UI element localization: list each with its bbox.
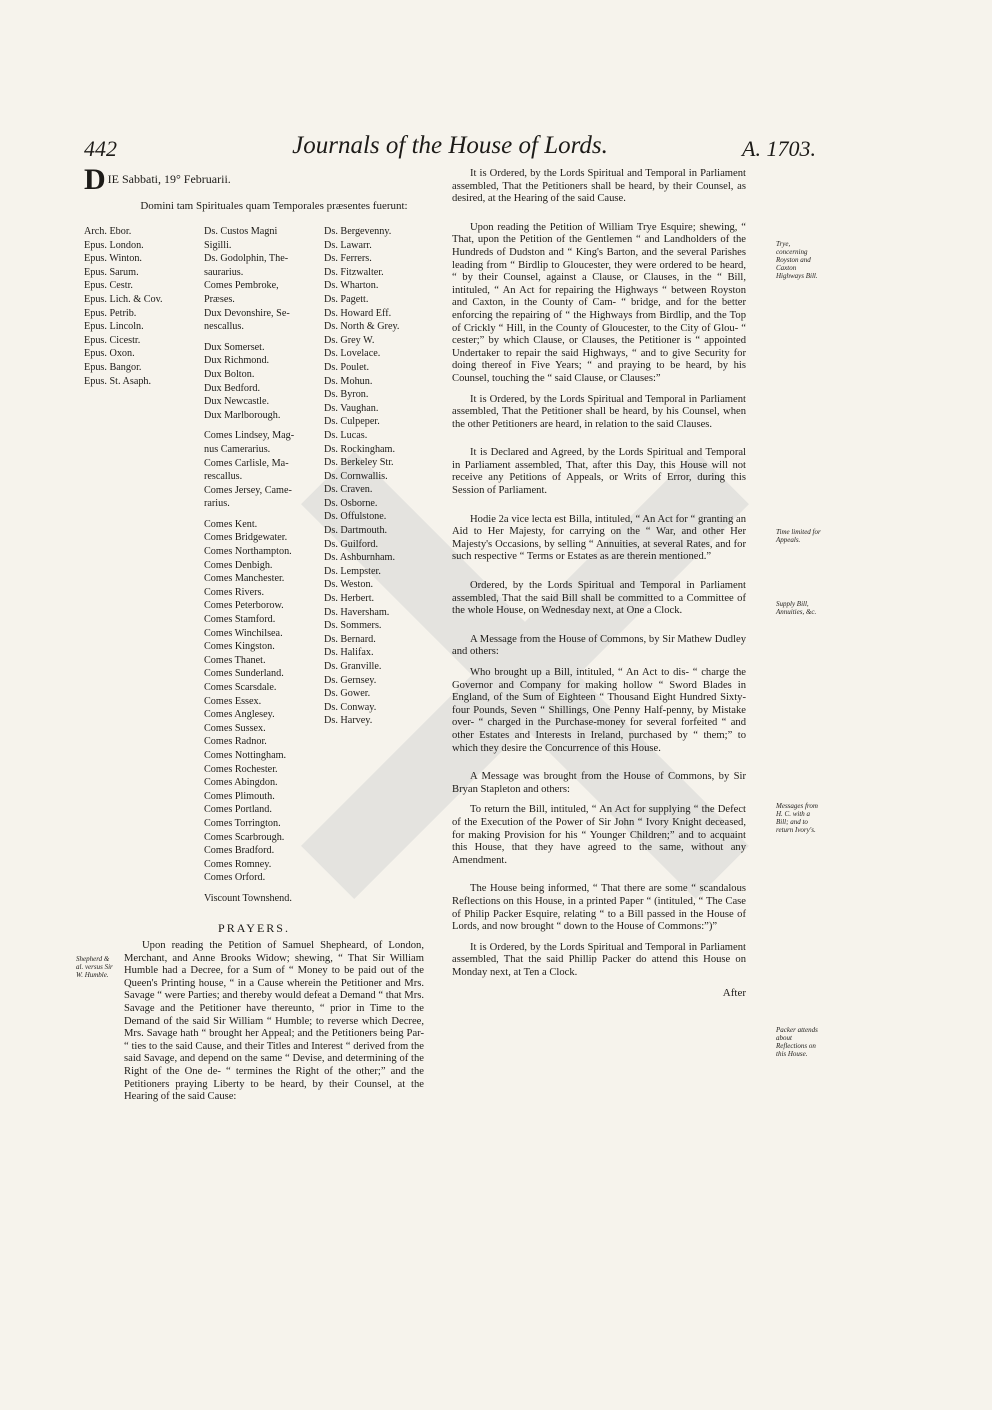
margin-note-shepherd: Shepherd & al. versus Sir W. Humble. (76, 955, 113, 979)
attendee-name: Ds. Poulet. (324, 361, 369, 373)
order-packer-attend: It is Ordered, by the Lords Spiritual and Temporal in Parliament assembled, That the said Phillip Packer do attend this House on Monday next, at Ten a Clock. (452, 941, 746, 978)
margin-note-trye: Trye, concerning Royston and Caxton Highways Bill. (776, 240, 818, 280)
attendee-name: Ds. Wharton. (324, 280, 379, 292)
attendee-name: Ds. Lucas. (324, 429, 368, 441)
sword-blades-bill: Who brought up a Bill, intituled, “ An Act to dis- “ charge the Governor and Company for making hollow “ Sword Blades in England, of the Sum of Eighteen “ Thousand Eight Hundred Sixty-four Pounds, Seven “ Shillings, One Penny Half-penny, by Mistake over- “ charged in the Purchase-money for several forfeited “ and other Estates and Interests in Ireland, purchased by “ them;” to which they desire the Concurrence of this House. (452, 667, 746, 754)
date-text: IE Sabbati, 19° Februarii. (107, 172, 231, 186)
attendee-name: Comes Jersey, Came- (204, 484, 292, 496)
attendee-name: Ds. Byron. (324, 389, 369, 401)
attendee-name: Epus. Cestr. (84, 280, 133, 292)
attendee-name: Ds. Vaughan. (324, 402, 379, 414)
attendee-name: Dux Devonshire, Se- (204, 307, 290, 319)
attendee-name: Ds. Cornwallis. (324, 470, 388, 482)
attendee-name: Comes Bridgewater. (204, 532, 288, 544)
attendee-name: nescallus. (204, 321, 244, 333)
bishops-column (84, 225, 202, 388)
attendee-name: Ds. Berkeley Str. (324, 457, 394, 469)
attendee-name: Ds. Bergevenny. (324, 226, 392, 237)
attendee-name: Ds. Osborne. (324, 497, 378, 509)
margin-note-messages: Messages from H. C. with a Bill; and to return Ivory's. (776, 802, 818, 834)
attendee-name: Ds. Ferrers. (324, 253, 372, 265)
attendee-name: Ds. Fitzwalter. (324, 266, 384, 278)
attendee-name: saurarius. (204, 266, 244, 278)
attendee-name: Comes Pembroke, (204, 280, 279, 292)
attendee-name: Ds. Craven. (324, 484, 373, 496)
attendee-name: Dux Bolton. (204, 368, 255, 380)
attendee-name: Comes Stamford. (204, 614, 276, 626)
attendee-name: Ds. Halifax. (324, 647, 374, 659)
attendee-name: Comes Abingdon. (204, 777, 278, 789)
attendee-name: Comes Scarbrough. (204, 831, 285, 843)
attendee-name: Ds. Weston. (324, 579, 374, 591)
attendee-name: Comes Radnor. (204, 736, 267, 748)
attendee-name: Ds. Ashburnham. (324, 552, 396, 564)
attendee-name: Ds. Culpeper. (324, 416, 380, 428)
attendee-name: Comes Torrington. (204, 817, 281, 829)
attendee-name: nus Camerarius. (204, 443, 271, 455)
attendee-name: Epus. Bangor. (84, 361, 142, 373)
attendee-name: Ds. Offulstone. (324, 511, 387, 523)
viscount-group (204, 892, 320, 906)
attendee-name: Dux Somerset. (204, 341, 265, 353)
attendee-name: Comes Northampton. (204, 546, 292, 558)
attendee-name: Arch. Ebor. (84, 226, 132, 237)
attendee-name: Comes Anglesey. (204, 709, 275, 721)
return-ivory-bill: To return the Bill, intituled, “ An Act for supplying “ the Defect of the Execution of the Power of Sir John “ Ivory Knight deceased, for making Provision for his “ Younger Children;” and to acquaint this House, that they have agreed to the same, without any Amendment. (452, 804, 746, 866)
attendee-name: Ds. Conway. (324, 701, 377, 713)
attendee-name: Comes Peterborow. (204, 600, 284, 612)
dukes-group (204, 341, 320, 423)
attendee-name: Ds. Gernsey. (324, 674, 377, 686)
attendee-name: Comes Scarsdale. (204, 682, 277, 693)
earl-officers-group (204, 429, 320, 511)
supply-bill-reading: Hodie 2a vice lecta est Billa, intituled, “ An Act for “ granting an Aid to Her Majesty, for carrying on the “ War, and other Her Majesty's Occasions, by selling “ Annuities, at several Rates, and for such respective “ Terms or Estates as are therein mentioned.” (452, 513, 746, 563)
attendee-name: Epus. Petrib. (84, 307, 137, 319)
attendee-name: Ds. Lawarr. (324, 239, 372, 251)
attendee-name: Comes Bradford. (204, 845, 275, 857)
order-committee: Ordered, by the Lords Spiritual and Temporal in Parliament assembled, That the said Bill shall be committed to a Committee of the whole House, on Wednesday next, at One a Clock. (452, 580, 746, 617)
attendee-name: Ds. Granville. (324, 661, 382, 672)
attendee-name: Epus. St. Asaph. (84, 375, 152, 387)
year: A. 1703. (742, 136, 816, 161)
attendee-name: Ds. Rockingham. (324, 443, 396, 455)
attendee-name: Epus. Lich. & Cov. (84, 293, 163, 305)
drop-cap: D (84, 163, 106, 196)
attendee-name: Comes Plimouth. (204, 790, 275, 802)
attendee-name: Comes Thanet. (204, 654, 266, 666)
attendee-name: Comes Rochester. (204, 763, 278, 775)
attendee-name: Epus. Winton. (84, 253, 142, 265)
attendee-name: Ds. North & Grey. (324, 321, 400, 333)
attendee-name: Ds. Harvey. (324, 715, 373, 727)
attendee-name: Dux Bedford. (204, 382, 261, 394)
packer-reflections: The House being informed, “ That there are some “ scandalous Reflections on this House, in a printed Paper “ (intituled, “ The Case of Philip Packer Esquire, relating “ to a Bill passed in the House of Lords, and now brought “ down to the House of Commons:”)” (452, 883, 746, 933)
attendee-name: Comes Nottingham. (204, 749, 287, 761)
attendee-name: Comes Denbigh. (204, 559, 273, 571)
margin-note-packer: Packer attends about Reflections on this House. (776, 1026, 818, 1058)
margin-note-supply: Supply Bill, Annuities, &c. (776, 600, 817, 616)
attendee-name: Ds. Bernard. (324, 633, 376, 645)
attendee-name: Ds. Godolphin, The- (204, 253, 289, 265)
attendee-name: Præses. (204, 293, 235, 305)
attendee-name: Ds. Sommers. (324, 620, 382, 632)
catchword: After (722, 987, 746, 1000)
attendee-name: Comes Romney. (204, 858, 272, 870)
attendee-name: Comes Essex. (204, 695, 262, 707)
attendee-name: Comes Kingston. (204, 641, 275, 653)
officers-group (204, 225, 320, 334)
officers-and-peers-column (204, 225, 320, 906)
attendee-name: Ds. Dartmouth. (324, 525, 388, 537)
right-column (452, 168, 746, 999)
order-trye-heard: It is Ordered, by the Lords Spiritual and Temporal in Parliament assembled, That the Petitioner shall be heard, by his Counsel, when the other Petitioners are heard, in relation to the said Clauses. (452, 393, 746, 430)
attendee-name: Dux Newcastle. (204, 396, 270, 408)
attendee-name: Comes Kent. (204, 518, 258, 530)
petition-shepheard: Upon reading the Petition of Samuel Shepheard, of London, Merchant, and Anne Brooks Widow; shewing, “ That Sir William Humble had a Decree, for a Sum of “ Money to be paid out of the Queen's Printing house, “ in a Cause wherein the Petitioner and Mrs. Savage “ were Parties; and thereby would defeat a Demand “ that Mrs. Savage and the Petitioner have thereunto, “ prior in Time to the Demand of the said Sir William “ Humble; to reverse which Decree, Mrs. Savage hath “ brought her Appeal; and the Petitioners being Par- “ ties to the said Cause, and their Titles and Interest “ derived from the said Savage, and depend on the same “ Devise, and determining of the Right of the One de- “ termines the Right of the other;” and the Petitioners praying Liberty to be heard, by their Counsel, at the Hearing of the said Cause: (124, 940, 424, 1103)
margin-note-appeals: Time limited for Appeals. (776, 528, 821, 544)
attendee-name: Comes Sunderland. (204, 668, 284, 680)
attendee-name: Comes Rivers. (204, 586, 264, 598)
attendee-name: Sigilli. (204, 239, 232, 251)
attendee-name: Ds. Herbert. (324, 593, 375, 605)
petition-trye: Upon reading the Petition of William Trye Esquire; shewing, “ That, upon the Petition of the Gentlemen “ and Landholders of the Hundreds of Dudston and “ King's Barton, and the several Parishes leading from “ Birdlip to Gloucester, they were ordered to be heard, “ by their Counsel, against a Clause, or Clauses, in the “ Bill, intituled, “ An Act for repairing the Highways “ between Royston and Caxton, in the County of Cam- “ bridge, and for the better enforcing the repairing of “ the Highways from Birdlip, and the Top of Crickly “ Hill, in the County of Gloucester, to the City of Glou- “ cester;” by which Clause, or Clauses, the Petitioner is “ appointed Undertaker to repair the said Highways, “ and to give Security for doing thereof in Five Years; “ and praying to be heard, by his Counsel, touching the “ said Clause, or Clauses:” (452, 221, 746, 384)
attendee-name: rescallus. (204, 471, 243, 483)
prayers-heading: PRAYERS. (218, 921, 290, 935)
attendee-name: Viscount Townshend. (204, 892, 292, 904)
attendee-name: Comes Winchilsea. (204, 627, 283, 639)
attendee-name: rarius. (204, 498, 230, 510)
attendee-name: Ds. Mohun. (324, 375, 373, 387)
attendee-name: Ds. Lovelace. (324, 348, 381, 360)
message-dudley: A Message from the House of Commons, by Sir Mathew Dudley and others: (452, 633, 746, 658)
attendance-heading: Domini tam Spirituales quam Temporales præsentes fuerunt: (140, 200, 408, 212)
attendee-name: Ds. Gower. (324, 688, 371, 700)
attendee-name: Epus. Cicestr. (84, 334, 141, 346)
attendee-name: Comes Lindsey, Mag- (204, 430, 295, 442)
attendee-name: Comes Portland. (204, 804, 272, 816)
running-header (84, 132, 816, 166)
attendee-name: Dux Marlborough. (204, 409, 281, 421)
attendee-name: Ds. Grey W. (324, 334, 375, 346)
attendee-name: Epus. London. (84, 239, 144, 251)
attendee-name: Epus. Oxon. (84, 348, 135, 360)
attendee-name: Ds. Haversham. (324, 606, 390, 618)
attendee-name: Dux Richmond. (204, 355, 270, 367)
message-stapleton: A Message was brought from the House of Commons, by Sir Bryan Stapleton and others: (452, 771, 746, 795)
attendee-name: Ds. Guilford. (324, 538, 379, 550)
barons-column (324, 225, 424, 728)
attendee-name: Ds. Pagett. (324, 293, 369, 305)
attendee-name: Epus. Lincoln. (84, 321, 144, 333)
attendee-name: Ds. Howard Eff. (324, 307, 392, 319)
attendee-name: Comes Sussex. (204, 722, 266, 734)
attendee-name: Epus. Sarum. (84, 266, 139, 278)
left-column (84, 163, 424, 1112)
attendee-name: Comes Manchester. (204, 573, 285, 585)
attendee-name: Ds. Lempster. (324, 565, 381, 577)
order-petitioners-heard: It is Ordered, by the Lords Spiritual and Temporal in Parliament assembled, That the Petitioners shall be heard, by their Counsel, as desired, at the Hearing of the said Cause. (452, 168, 746, 205)
page-number: 442 (84, 136, 117, 161)
date-line (84, 163, 424, 196)
attendee-name: Ds. Custos Magni (204, 226, 278, 237)
declaration-appeals: It is Declared and Agreed, by the Lords Spiritual and Temporal in Parliament assembled, That, after this Day, this House will not receive any Petitions of Appeals, or Writs of Error, during this Session of Parliament. (452, 447, 746, 497)
earls-group (204, 518, 320, 885)
journal-title: Journals of the House of Lords. (292, 132, 608, 159)
attendance-lists (84, 225, 424, 915)
attendee-name: Comes Orford. (204, 872, 266, 884)
attendee-name: Comes Carlisle, Ma- (204, 457, 289, 469)
